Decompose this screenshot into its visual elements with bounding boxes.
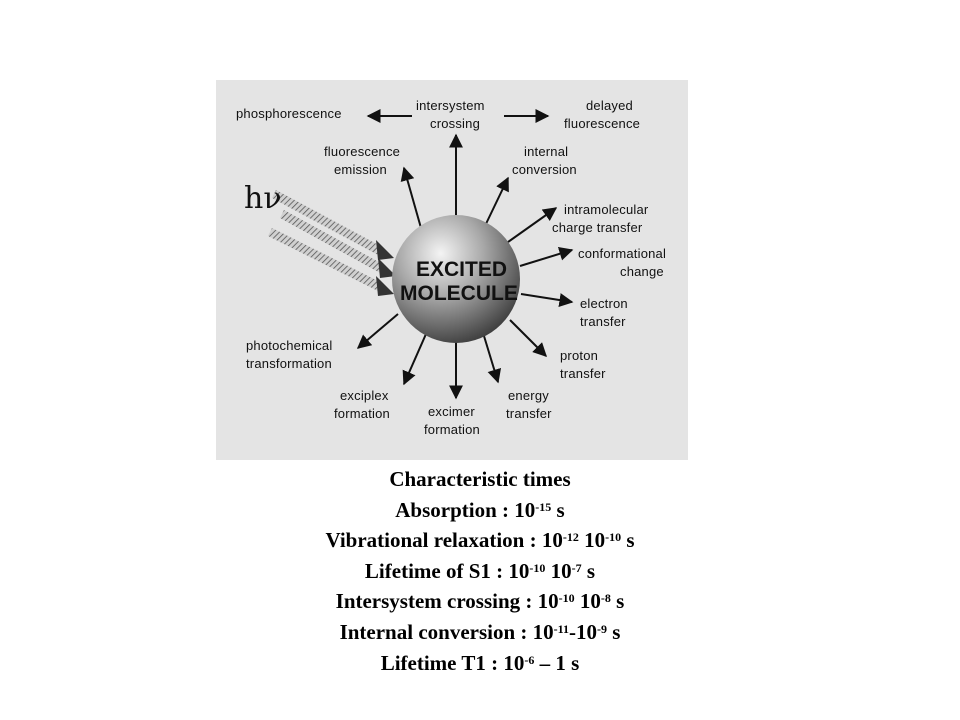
arrow-photochemical-transformation xyxy=(358,314,398,348)
characteristic-times xyxy=(0,464,960,678)
times-title: Characteristic times xyxy=(389,467,571,491)
label-conformational-1: conformational xyxy=(578,246,667,261)
label-energy-1: energy xyxy=(508,388,549,403)
arrow-intramolecular-charge-transfer xyxy=(508,208,556,242)
label-fluorescence-1: fluorescence xyxy=(324,144,401,159)
label-fluorescence-2: emission xyxy=(334,162,387,177)
photon-label: hν xyxy=(244,181,282,216)
label-delayed-1: delayed xyxy=(586,98,633,113)
label-photochemical-2: transformation xyxy=(246,356,332,371)
time-vibrational-relaxation: Vibrational relaxation : $10^{-12}$ $10^{-10}$ s xyxy=(325,528,635,553)
time-intersystem-crossing: Intersystem crossing : $10^{-10}$ $10^{-8}$ s xyxy=(335,589,625,614)
label-exciplex-2: formation xyxy=(334,406,390,421)
center-label-line-1: EXCITED xyxy=(416,258,508,281)
time-lifetime-t1: Lifetime T1 : $10^{-6} - 1$ s xyxy=(380,650,580,675)
diagram-canvas xyxy=(216,80,688,460)
arrow-internal-conversion xyxy=(484,178,508,228)
arrow-energy-transfer xyxy=(484,336,498,382)
label-excimer-1: excimer xyxy=(428,404,475,419)
label-proton-1: proton xyxy=(560,348,599,363)
arrow-conformational-change xyxy=(520,250,572,266)
label-proton-2: transfer xyxy=(560,366,606,381)
label-intersystem-1: intersystem xyxy=(416,98,485,113)
label-delayed-2: fluorescence xyxy=(564,116,641,131)
time-lifetime-s1: Lifetime of S1 : $10^{-10}$ $10^{-7}$ s xyxy=(364,558,596,583)
label-electron-2: transfer xyxy=(580,314,626,329)
label-internal-1: internal xyxy=(524,144,569,159)
label-phosphorescence: phosphorescence xyxy=(236,106,342,121)
center-label-line-2: MOLECULE xyxy=(400,282,518,305)
label-intramolecular-2: charge transfer xyxy=(552,220,643,235)
time-internal-conversion: Internal conversion : $10^{-11}-10^{-9}$ s xyxy=(339,619,621,644)
excited-molecule-diagram xyxy=(216,80,688,460)
time-absorption: Absorption : $10^{-15}$ s xyxy=(395,497,565,522)
label-intersystem-2: crossing xyxy=(430,116,481,131)
label-intramolecular-1: intramolecular xyxy=(564,202,649,217)
label-exciplex-1: exciplex xyxy=(340,388,389,403)
label-photochemical-1: photochemical xyxy=(246,338,333,353)
arrow-electron-transfer xyxy=(521,294,572,302)
light-beams xyxy=(268,190,396,296)
label-energy-2: transfer xyxy=(506,406,552,421)
label-internal-2: conversion xyxy=(512,162,577,177)
arrow-exciplex-formation xyxy=(404,334,426,384)
arrow-proton-transfer xyxy=(510,320,546,356)
label-excimer-2: formation xyxy=(424,422,480,437)
arrow-fluorescence-emission xyxy=(404,168,421,228)
label-electron-1: electron xyxy=(580,296,628,311)
label-conformational-2: change xyxy=(620,264,664,279)
